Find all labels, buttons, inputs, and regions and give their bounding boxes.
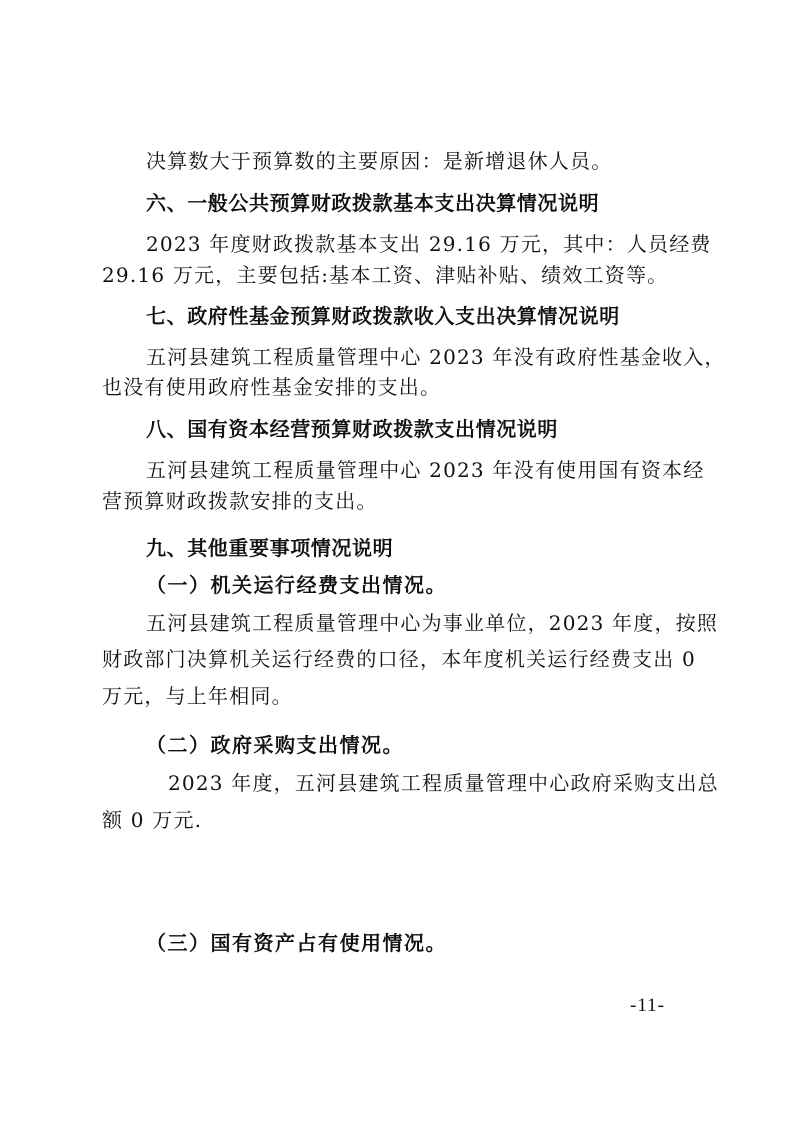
paragraph-line: 营预算财政拨款安排的支出。: [102, 489, 378, 513]
paragraph-line: 2023 年度财政拨款基本支出 29.16 万元，其中：人员经费: [146, 232, 712, 256]
paragraph-line: 五河县建筑工程质量管理中心 2023 年没有政府性基金收入，: [146, 345, 726, 369]
sub-heading-3: （三）国有资产占有使用情况。: [146, 931, 447, 955]
paragraph-line: 五河县建筑工程质量管理中心 2023 年没有使用国有资本经: [146, 458, 705, 482]
paragraph-line: 五河县建筑工程质量管理中心为事业单位，2023 年度，按照: [146, 611, 719, 635]
section-heading-7: 七、政府性基金预算财政拨款收入支出决算情况说明: [146, 304, 620, 328]
paragraph-line: 额 0 万元.: [102, 808, 203, 832]
paragraph-line: 决算数大于预算数的主要原因：是新增退休人员。: [146, 149, 613, 173]
paragraph-line: 2023 年度，五河县建筑工程质量管理中心政府采购支出总: [168, 771, 719, 795]
section-heading-8: 八、国有资本经营预算财政拨款支出情况说明: [146, 417, 558, 441]
sub-heading-2: （二）政府采购支出情况。: [146, 733, 404, 757]
section-heading-6: 六、一般公共预算财政拨款基本支出决算情况说明: [146, 191, 600, 215]
paragraph-line: 也没有使用政府性基金安排的支出。: [102, 375, 442, 399]
paragraph-line: 29.16 万元，主要包括:基本工资、津贴补贴、绩效工资等。: [102, 263, 669, 287]
sub-heading-1: （一）机关运行经费支出情况。: [146, 573, 447, 597]
page-number: -11-: [630, 995, 665, 1016]
section-heading-9: 九、其他重要事项情况说明: [146, 536, 394, 560]
paragraph-line: 万元，与上年相同。: [102, 684, 293, 708]
paragraph-line: 财政部门决算机关运行经费的口径，本年度机关运行经费支出 0: [102, 647, 696, 671]
